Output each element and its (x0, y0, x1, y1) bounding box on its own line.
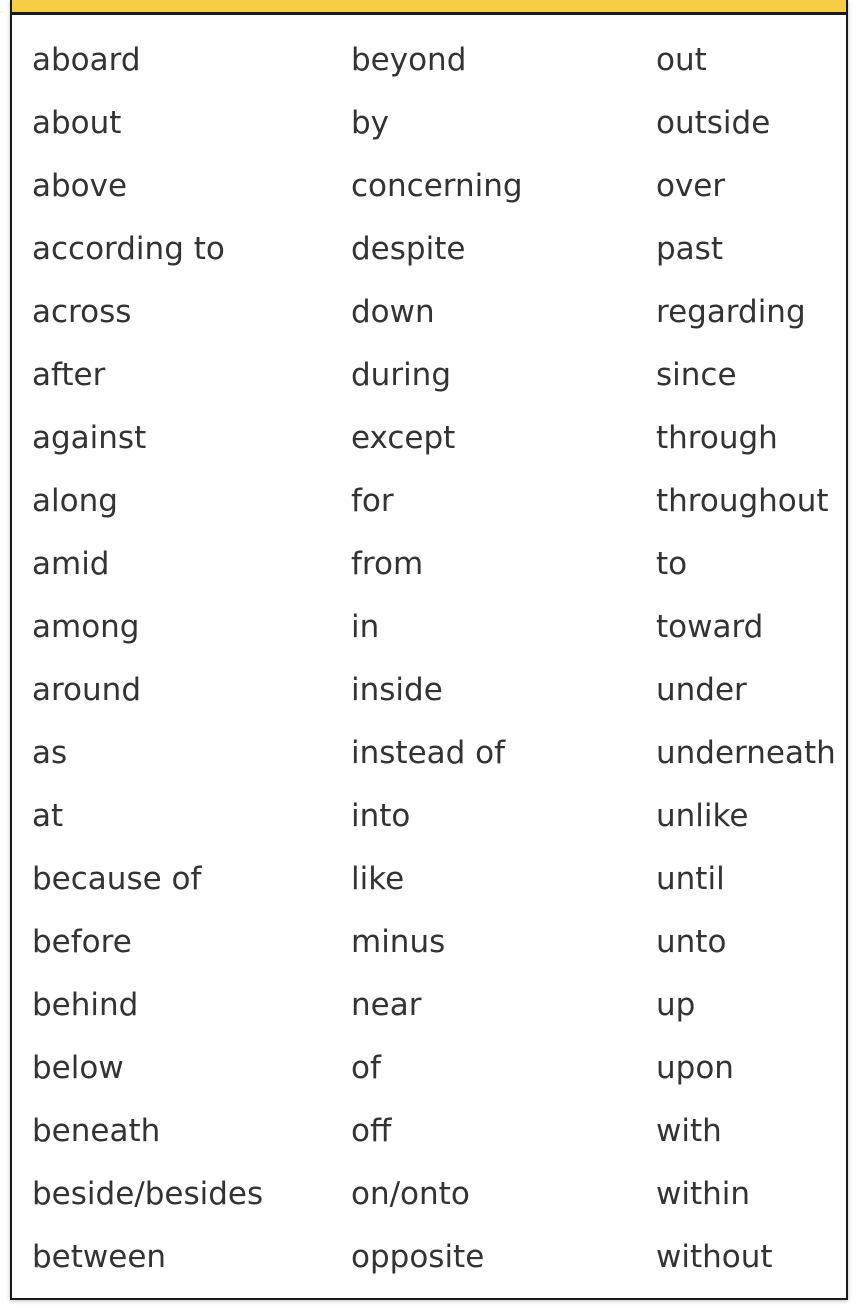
preposition-cell-second-column: minus (351, 924, 446, 960)
table-row (12, 470, 850, 533)
preposition-cell-third-column: through (656, 420, 778, 456)
preposition-cell-first-column: around (32, 672, 141, 708)
preposition-cell-second-column: from (351, 546, 424, 582)
preposition-cell-second-column: concerning (351, 168, 523, 204)
preposition-cell-second-column: near (351, 987, 422, 1023)
table-row (12, 218, 850, 281)
table-row (12, 722, 850, 785)
preposition-cell-second-column: on/onto (351, 1176, 470, 1212)
table-row (12, 1226, 850, 1289)
preposition-cell-second-column: into (351, 798, 411, 834)
preposition-cell-third-column: over (656, 168, 726, 204)
preposition-cell-first-column: against (32, 420, 147, 456)
preposition-cell-third-column: under (656, 672, 747, 708)
preposition-cell-third-column: to (656, 546, 688, 582)
preposition-cell-third-column: unto (656, 924, 727, 960)
table-row (12, 281, 850, 344)
preposition-cell-first-column: beside/besides (32, 1176, 264, 1212)
preposition-cell-third-column: throughout (656, 483, 829, 519)
preposition-cell-first-column: according to (32, 231, 225, 267)
preposition-cell-third-column: regarding (656, 294, 806, 330)
preposition-rows (12, 29, 850, 1289)
preposition-cell-first-column: about (32, 105, 122, 141)
preposition-cell-first-column: before (32, 924, 132, 960)
table-row (12, 848, 850, 911)
preposition-cell-first-column: behind (32, 987, 139, 1023)
preposition-cell-first-column: because of (32, 861, 202, 897)
table-row (12, 1100, 850, 1163)
table-row (12, 785, 850, 848)
preposition-cell-second-column: instead of (351, 735, 506, 771)
preposition-cell-third-column: out (656, 42, 707, 78)
preposition-cell-third-column: past (656, 231, 723, 267)
preposition-cell-second-column: in (351, 609, 380, 645)
preposition-cell-first-column: aboard (32, 42, 141, 78)
preposition-cell-first-column: above (32, 168, 128, 204)
preposition-cell-first-column: beneath (32, 1113, 161, 1149)
preposition-cell-second-column: of (351, 1050, 381, 1086)
preposition-cell-third-column: since (656, 357, 737, 393)
table-row (12, 155, 850, 218)
accent-header-bar (12, 0, 846, 15)
preposition-cell-first-column: along (32, 483, 118, 519)
table-row (12, 1163, 850, 1226)
preposition-cell-second-column: like (351, 861, 405, 897)
preposition-cell-second-column: except (351, 420, 456, 456)
preposition-cell-second-column: for (351, 483, 394, 519)
table-row (12, 659, 850, 722)
preposition-cell-first-column: at (32, 798, 64, 834)
preposition-cell-second-column: beyond (351, 42, 467, 78)
preposition-cell-first-column: as (32, 735, 68, 771)
preposition-cell-third-column: underneath (656, 735, 836, 771)
preposition-cell-second-column: off (351, 1113, 392, 1149)
preposition-cell-first-column: after (32, 357, 106, 393)
table-row (12, 92, 850, 155)
preposition-cell-second-column: during (351, 357, 452, 393)
preposition-cell-third-column: without (656, 1239, 773, 1275)
preposition-card (10, 0, 848, 1300)
preposition-cell-third-column: with (656, 1113, 722, 1149)
preposition-cell-second-column: by (351, 105, 390, 141)
preposition-table (12, 29, 850, 1289)
preposition-cell-second-column: despite (351, 231, 466, 267)
preposition-cell-first-column: amid (32, 546, 110, 582)
preposition-cell-third-column: toward (656, 609, 764, 645)
table-row (12, 911, 850, 974)
preposition-cell-second-column: opposite (351, 1239, 485, 1275)
preposition-cell-first-column: among (32, 609, 140, 645)
preposition-cell-third-column: unlike (656, 798, 749, 834)
preposition-cell-third-column: outside (656, 105, 771, 141)
preposition-cell-third-column: up (656, 987, 696, 1023)
preposition-cell-first-column: between (32, 1239, 167, 1275)
preposition-cell-first-column: across (32, 294, 132, 330)
table-row (12, 596, 850, 659)
preposition-cell-first-column: below (32, 1050, 124, 1086)
preposition-cell-second-column: down (351, 294, 435, 330)
table-row (12, 344, 850, 407)
preposition-cell-third-column: within (656, 1176, 751, 1212)
table-row (12, 533, 850, 596)
preposition-cell-third-column: upon (656, 1050, 734, 1086)
table-row (12, 407, 850, 470)
table-row (12, 29, 850, 92)
table-row (12, 974, 850, 1037)
preposition-cell-second-column: inside (351, 672, 443, 708)
table-row (12, 1037, 850, 1100)
preposition-cell-third-column: until (656, 861, 725, 897)
